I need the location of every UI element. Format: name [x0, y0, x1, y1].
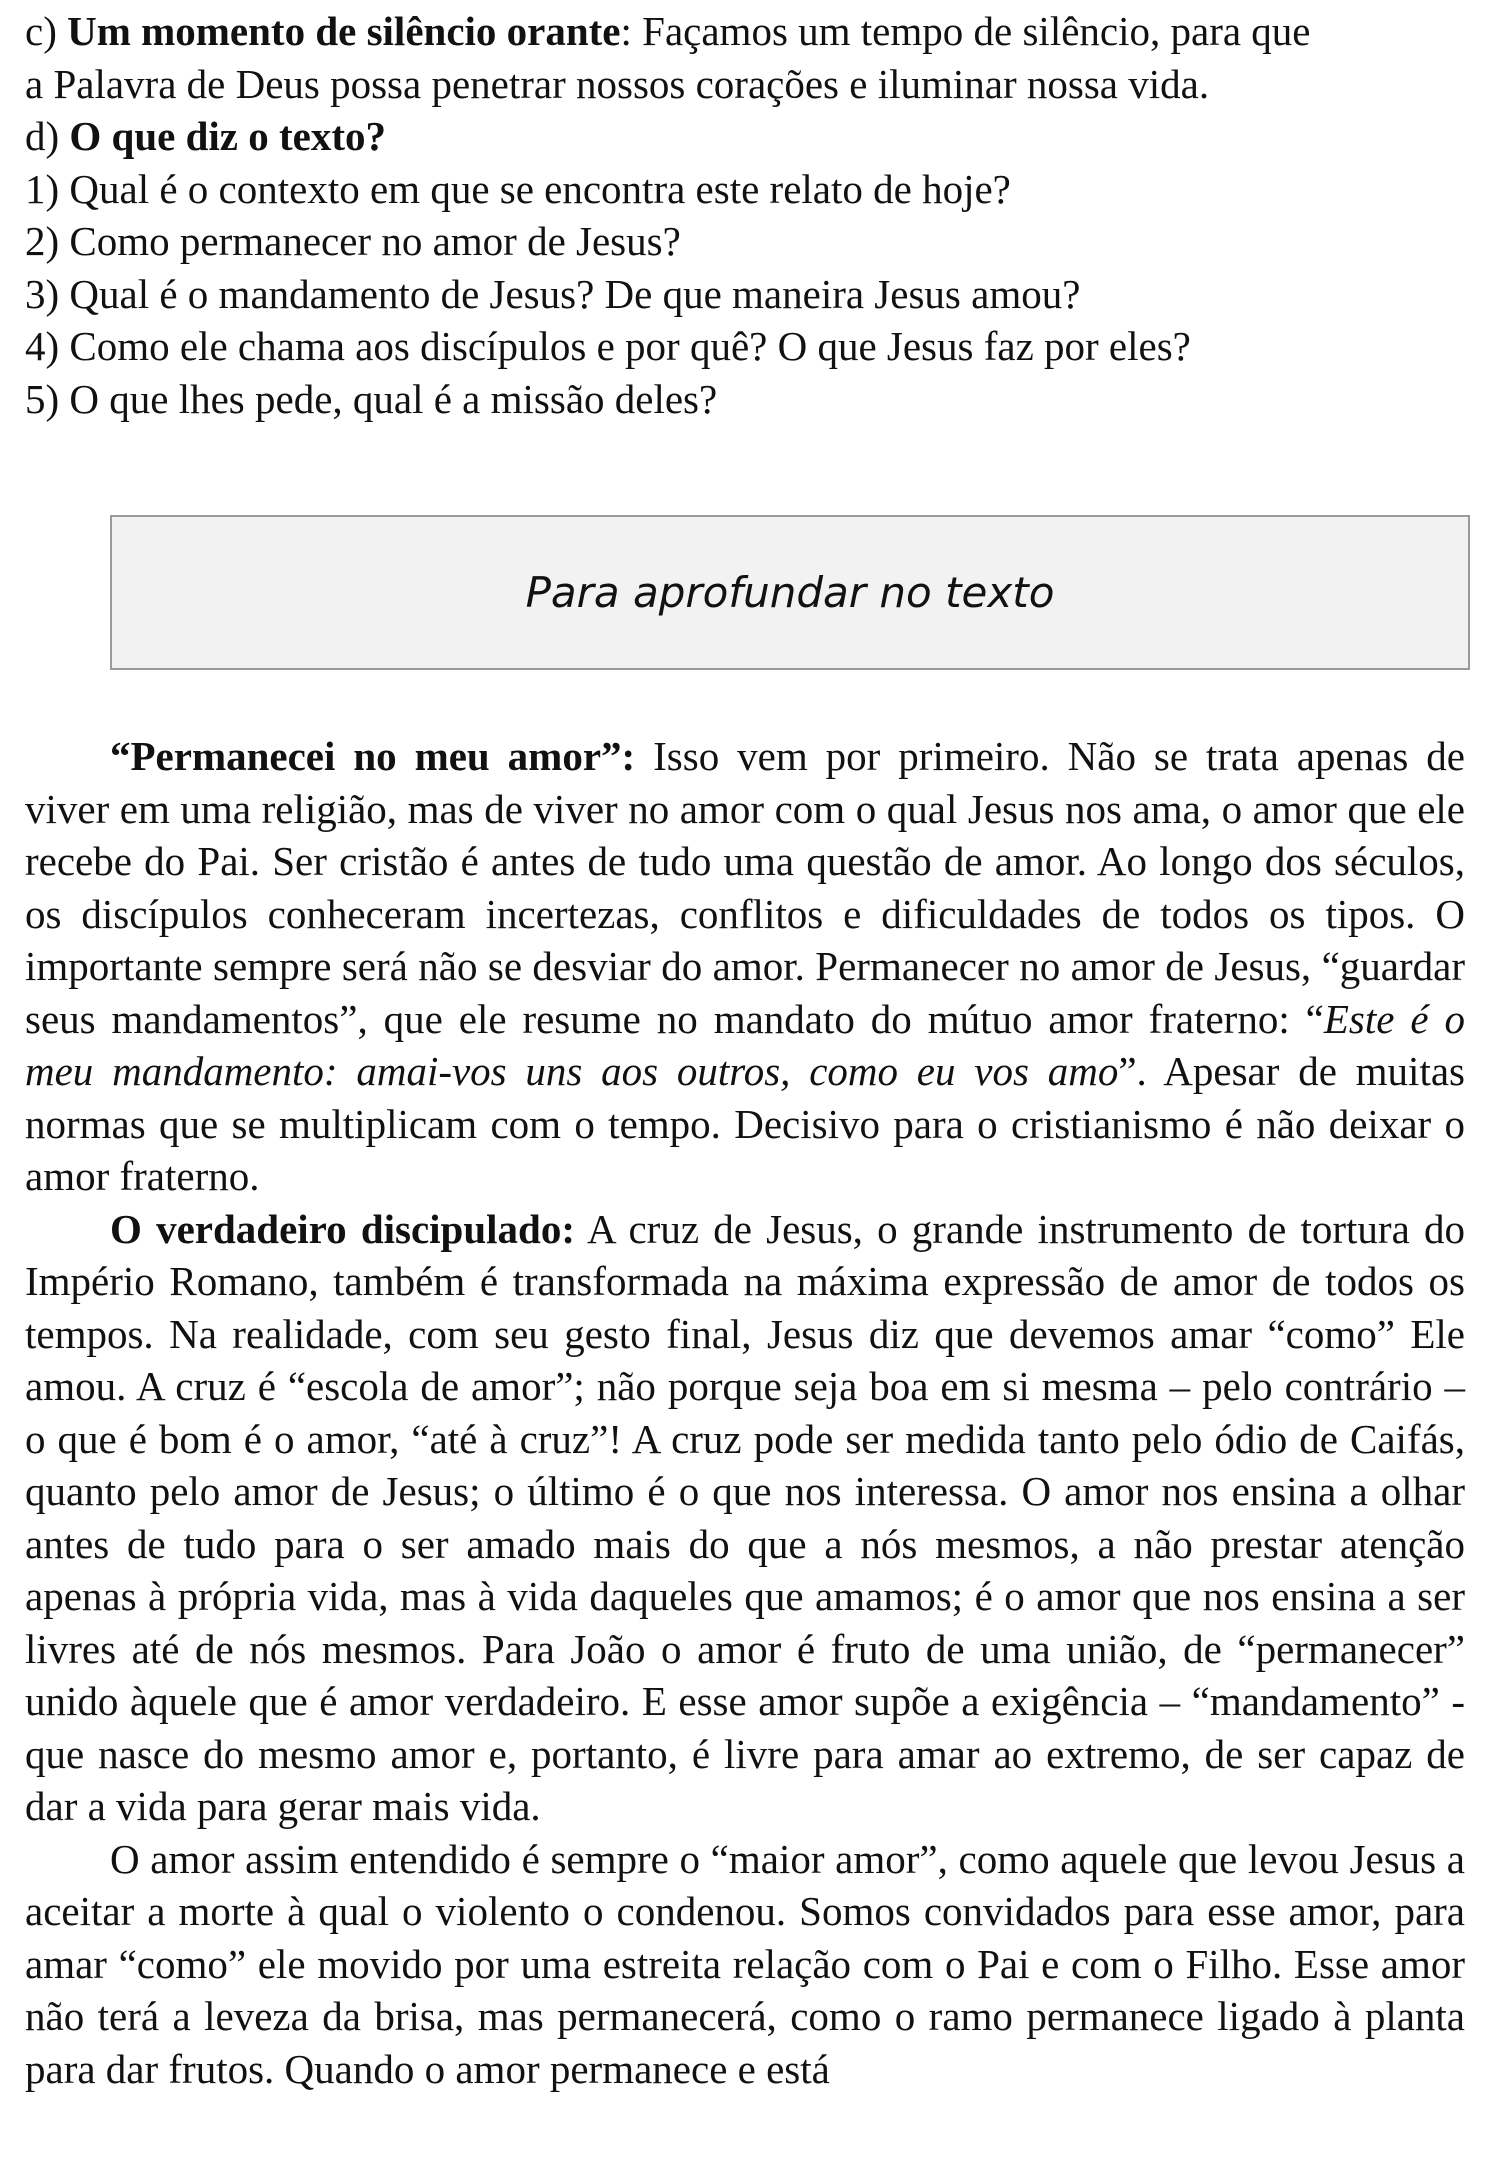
paragraph-permanecei-heading: “Permanecei no meu amor”: [110, 733, 636, 779]
question-1: 1) Qual é o contexto em que se encontra este relato de hoje? [25, 165, 1011, 212]
section-banner [110, 515, 1470, 670]
paragraph-discipulado-heading: O verdadeiro discipulado: [110, 1205, 576, 1252]
question-2: 2) Como permanecer no amor de Jesus? [25, 218, 681, 264]
item-c-prefix: c) [25, 8, 68, 54]
questions-section [25, 0, 1465, 425]
item-d-prefix: d) [25, 113, 70, 159]
item-c-line2: a Palavra de Deus possa penetrar nossos corações e iluminar nossa vida. [25, 60, 1210, 107]
paragraph-discipulado-text: A cruz de Jesus, o grande instrumento de tortura do Império Romano, também é transformada na máxima expressão de amor de todos os tempos. Na realidade, com seu gesto final, Jesus diz que devemos amar “como” Ele amou. A cruz é “escola de amor”; não porque seja boa em si mesma – pelo contrário – o que é bom é o amor, “até à cruz”! A cruz pode ser medida tanto pelo ódio de Caifás, quanto pelo amor de Jesus; o último é o que nos interessa. O amor nos ensina a olhar antes de tudo para o ser amado mais do que a nós mesmos, a não prestar atenção apenas à própria vida, mas à vida daqueles que amamos; é o amor que nos ensina a ser livres até de nós mesmos. Para João o amor é fruto de uma união, de “permanecer” unido àquele que é amor verdadeiro. E esse amor supõe a exigência – “mandamento” - que nasce do mesmo amor e, portanto, é livre para amar ao extremo, de ser capaz de dar a vida para gerar mais vida. [25, 1205, 1465, 1829]
item-d-heading: O que diz o texto? [69, 113, 386, 159]
item-c-line1 [25, 5, 1465, 58]
paragraph-permanecei-text: Isso vem por primeiro. Não se trata apenas de viver em uma religião, mas de viver no amor com o qual Jesus nos ama, o amor que ele recebe do Pai. Ser cristão é antes de tudo uma questão de amor. Ao longo dos séculos, os discípulos conheceram incertezas, conflitos e dificuldades de todos os tipos. O importante sempre será não se desviar do amor. Permanecer no amor de Jesus, “guardar seus mandamentos”, que ele resume no mandato do mútuo amor fraterno: “ [25, 733, 1465, 1042]
item-c-text: : Façamos um tempo de silêncio, para que [620, 8, 1311, 54]
question-4: 4) Como ele chama aos discípulos e por quê? O que Jesus faz por eles? [25, 323, 1191, 369]
paragraph-maior-amor: O amor assim entendido é sempre o “maior amor”, como aquele que levou Jesus a aceitar a morte à qual o violento o condenou. Somos convidados para esse amor, para amar “como” ele movido por uma estreita relação com o Pai e com o Filho. Esse amor não terá a leveza da brisa, mas permanecerá, como o ramo permanece ligado à planta para dar frutos. Quando o amor permanece e está [25, 1835, 1465, 2092]
question-5: 5) O que lhes pede, qual é a missão deles? [25, 375, 718, 422]
section-banner-title: Para aprofundar no texto [525, 568, 1055, 617]
item-d-line [25, 110, 1465, 163]
paragraph-permanecei-text-end: ”. Apesar de muitas normas que se multiplicam com o tempo. Decisivo para o cristianismo é não deixar o amor fraterno. [25, 1048, 1465, 1199]
body-text [25, 730, 1465, 2095]
question-3: 3) Qual é o mandamento de Jesus? De que maneira Jesus amou? [25, 270, 1081, 317]
item-c-heading: Um momento de silêncio orante [67, 8, 621, 54]
paragraph-permanecei [25, 730, 1465, 1203]
paragraph-discipulado [25, 1203, 1465, 1833]
paragraph-permanecei-quote: Este é o meu mandamento: amai-vos uns aos outros, como eu vos amo [25, 995, 1465, 1094]
